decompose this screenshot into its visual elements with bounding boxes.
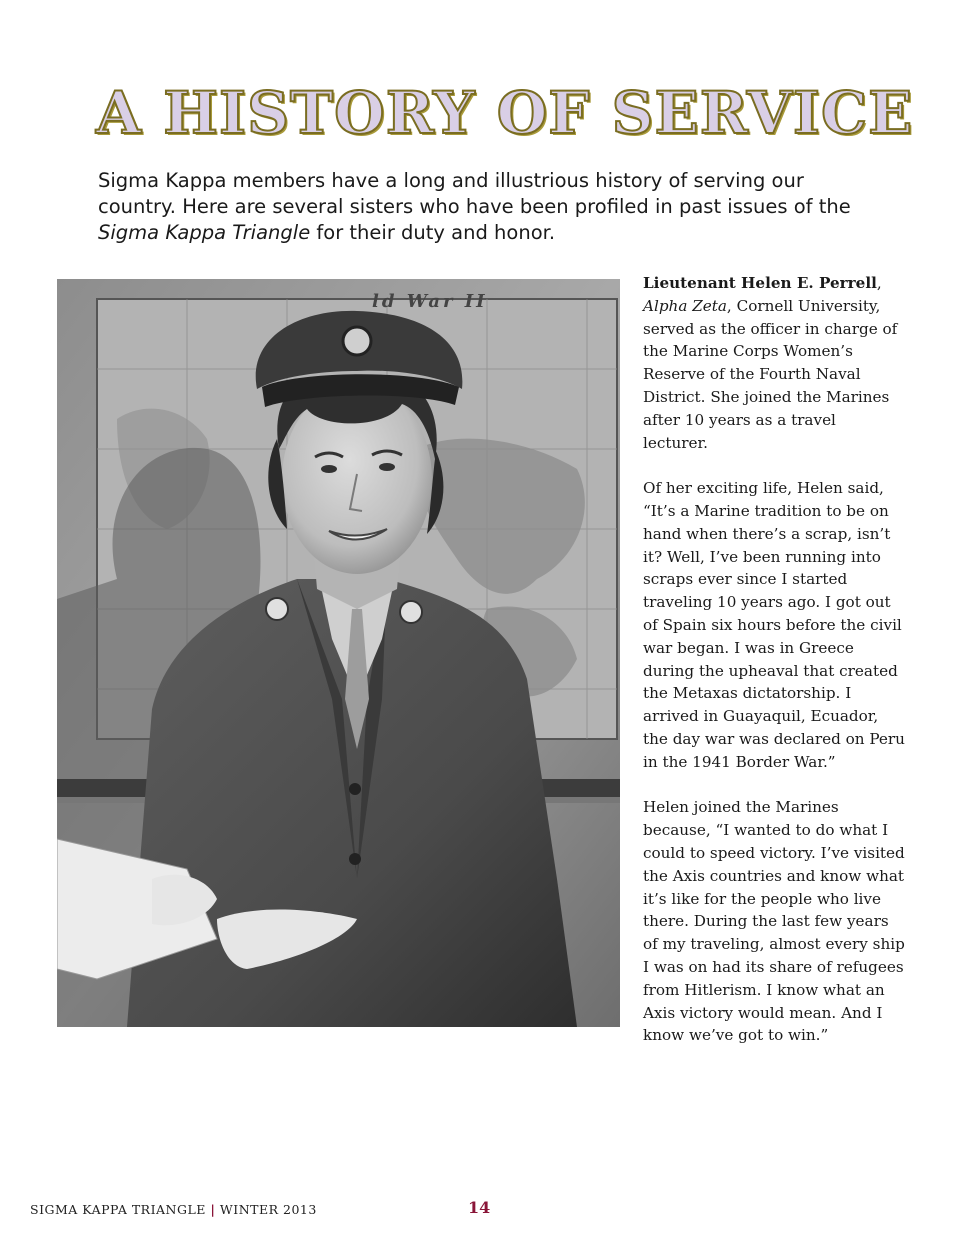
intro-paragraph [98,168,868,246]
footer-title: SIGMA KAPPA TRIANGLE [30,1202,206,1217]
page-title: A HISTORY OF SERVICE [96,79,914,147]
article-paragraph-1 [643,272,905,454]
article-paragraph-3: Helen joined the Marines because, “I wanted to do what I could to speed victory. I’ve visited the Axis countries and know what it’s like for the people who live there. During the last few years of my traveling, almost every ship I was on had its share of refugees from Hitlerism. I know what an Axis victory would mean. And I know we’ve got to win.” [643,798,905,1045]
intro-text-start: Sigma Kappa members have a long and illustrious history of serving our country. Here are several sisters who have been profiled in past issues of the [98,169,851,218]
footer-separator: | [210,1202,216,1217]
portrait-photo [57,279,620,1027]
article-paragraph-2: Of her exciting life, Helen said, “It’s a Marine tradition to be on hand when there’s a scrap, isn’t it? Well, I’ve been running into scraps ever since I started traveling 10 years ago. I got out of Spain six hours before the civil war began. I was in Greece during the upheaval that created the Metaxas dictatorship. I arrived in Guayaquil, Ecuador, the day war was declared on Peru in the 1941 Border War.” [643,479,905,771]
profile-name: Lieutenant Helen E. Perrell [643,274,877,292]
profile-article [643,272,905,1070]
chapter-name: Alpha Zeta [643,296,727,315]
footer-issue: WINTER 2013 [219,1202,317,1217]
intro-text-end: for their duty and honor. [310,221,556,244]
portrait-illustration [57,279,620,1027]
footer-publication [30,1202,317,1217]
publication-name: Sigma Kappa Triangle [98,221,311,244]
article-text: , Cornell University, served as the officer in charge of the Marine Corps Women’s Reserve of the Fourth Naval District. She joined the Marines after 10 years as a travel lecturer. [643,296,898,452]
name-comma: , [876,274,882,292]
page-number: 14 [468,1198,491,1217]
cap-emblem [343,327,371,355]
map-label: ld War II [372,291,488,312]
